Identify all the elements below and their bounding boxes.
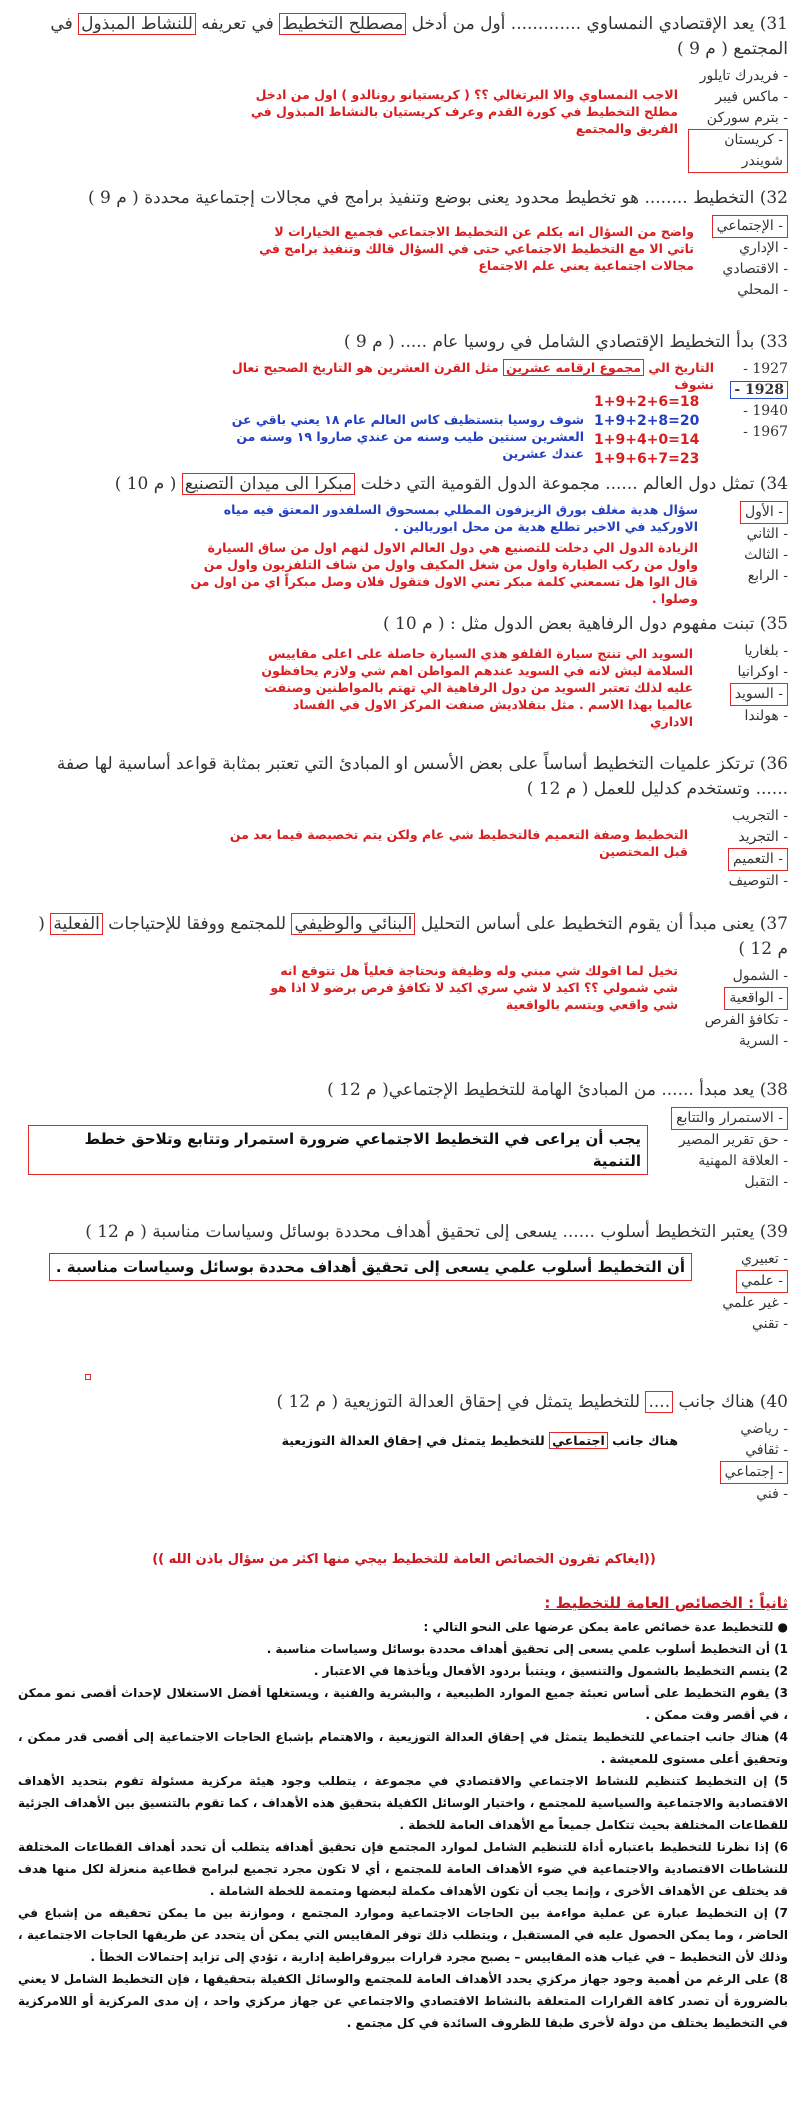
question-35-text: 35) تبنت مفهوم دول الرفاهية بعض الدول مثل : ( م 10 ) xyxy=(382,614,788,634)
question-37-text: 37) يعنى مبدأ أن يقوم التخطيط على أساس التحليل البنائي والوظيفي للمجتمع ووفقا للإحتياجات الفعلية ( م 12 ) xyxy=(38,914,788,959)
question-34-text: 34) تمثل دول العالم ...... مجموعة الدول القومية التي دخلت مبكرا الى ميدان التصنيع ( م 10 ) xyxy=(114,474,788,494)
section-intro: ● للتخطيط عدة خصائص عامة يمكن عرضها على النحو التالي : xyxy=(423,1620,788,1634)
explanation-note-blue: شوف روسيا بتستظيف كاس العالم عام ١٨ يعني باقي عن العشرين سنتين طيب وسنه من عندي صاروا ١٩ وسنه من عندك عشرين xyxy=(231,412,584,461)
option: - بلغاريا xyxy=(744,643,788,659)
option: - السرية xyxy=(739,1033,788,1049)
option: - الثاني xyxy=(746,526,788,542)
question-33 xyxy=(28,330,788,469)
explanation-note: السويد الي تنتج سيارة الفلفو هذي السيارة حاصلة على اعلى مقاييس السلامة ليش لانه في السويد عندهم المواطن اهم شي ولازم يحافظون عليه لذلك تعتبر السويد من دول الرفاهية الي تهتم بالمواطنين وصنفت عالميا بهذا الاسم . مثل بنقلاديش صنفت المركز الاول في الفساد الاداري xyxy=(261,646,693,729)
correct-option: - السويد xyxy=(730,683,788,706)
option: 1967 - xyxy=(743,424,788,440)
option: - ثقافي xyxy=(745,1442,788,1458)
explanation-note: واضح من السؤال انه يكلم عن التخطيط الاجتماعي فجميع الخيارات لا تاتي الا مع التخطيط الاجتماعي حتى في السؤال قالك وتنفيذ برامج في مجالات اجتماعية يعني علم الاجتماع xyxy=(259,224,694,273)
option: - تقني xyxy=(751,1316,788,1332)
list-item: 7) إن التخطيط عبارة عن عملية مواءمة بين الحاجات الاجتماعية وموارد المجتمع ، وموازنة بين ما يمكن تحقيقه من إشباع في الحاضر ، وما يمكن الحصول عليه في المستقبل ، ويتطلب ذلك توفر المقاييس التي يمكن أن يتحدد عن طريقها الحاجات الاجتماعية ، وذلك لأن التخطيط – في غياب هذه المقاييس – يصبح مجرد قرارات بيروقراطية إدارية ، تؤدي إلى تزايد إحتمالات الخطأ . xyxy=(18,1906,788,1964)
question-38-text: 38) يعد مبدأ ...... من المبادئ الهامة للتخطيط الإجتماعي( م 12 ) xyxy=(327,1080,788,1100)
option: - ماكس فيبر xyxy=(715,89,788,105)
option: - رياضي xyxy=(740,1421,788,1437)
option: - التجريد xyxy=(738,829,788,845)
correct-option: - علمي xyxy=(736,1270,788,1293)
option: 1927 - xyxy=(743,361,788,377)
explanation-note: الزيادة الدول الي دخلت للتصنيع هي دول العالم الاول لنهم اول من ساق السيارة واول من ركب الطيارة واول من شغل المكيف واول من شاف التلفزيون واول من قال الوا هل تسمعني كلمة مبكر تعني الاول فتقول فلان وصل مبكراً اي من اول من وصلوا . xyxy=(190,540,698,606)
calc-line: 1+9+6+7=23 xyxy=(594,451,700,467)
option: - غير علمي xyxy=(722,1295,788,1311)
explanation-note: الاجب النمساوي والا البرتغالي ؟؟ ( كريستيانو رونالدو ) اول من ادخل مطلح التخطيط في كورة القدم وعرف كريستيان بالنشاط المبذول في الفريق والمجتمع xyxy=(250,87,678,136)
option: - اوكرانيا xyxy=(737,664,788,680)
option: - فريدرك تايلور xyxy=(699,68,788,84)
list-item: 8) على الرغم من أهمية وجود جهاز مركزي يحدد الأهداف العامة للمجتمع والوسائل الكفيلة بتحقيقها ، فإن التخطيط الشامل لا يعني بالضرورة أن تصدر كافة القرارات المتعلقة بالنشاط الاقتصادي والاجتماعي عن جهاز مركزي واحد ، إن مدى المركزية أو اللامركزية في التخطيط يختلف من دولة لأخرى طبقا للظروف السائدة في كل مجتمع . xyxy=(18,1972,788,2030)
option: - المحلي xyxy=(737,282,788,298)
option: - تكافؤ الفرص xyxy=(704,1012,788,1028)
question-39-text: 39) يعتبر التخطيط أسلوب ...... يسعى إلى تحقيق أهداف محددة بوسائل وسياسات مناسبة ( م 12 ) xyxy=(85,1222,788,1242)
question-31 xyxy=(28,12,788,173)
question-33-text: 33) بدأ التخطيط الإقتصادي الشامل في روسيا عام ..... ( م 9 ) xyxy=(343,332,788,352)
question-37 xyxy=(28,912,788,1052)
option: - تعبيري xyxy=(741,1251,788,1267)
option: - فني xyxy=(756,1486,788,1502)
calc-line: 1+9+2+6=18 xyxy=(594,394,700,410)
correct-option: - الإجتماعي xyxy=(712,215,788,238)
option: - الشمول xyxy=(732,968,788,984)
highlight-term: مصطلح التخطيط xyxy=(279,13,406,35)
highlight-term: للنشاط المبذول xyxy=(78,13,196,35)
correct-option: - كريستان شويندر xyxy=(688,129,788,173)
explanation-note-blue: سؤال هدية مغلف بورق الزيزفون المطلي بمسحوق السلفدور المعتق فيه مياه الاوركيد في الاخير تطلع هدية من محل ابوريالين . xyxy=(223,502,698,534)
question-40-text: 40) هناك جانب .... للتخطيط يتمثل في إحقاق العدالة التوزيعية ( م 12 ) xyxy=(276,1392,788,1412)
list-item: 1) أن التخطيط أسلوب علمي يسعى إلى تحقيق أهداف محددة بوسائل وسياسات مناسبة . xyxy=(266,1642,788,1656)
list-item: 2) يتسم التخطيط بالشمول والتنسيق ، ويتنبأ بردود الأفعال ويأخذها في الاعتبار . xyxy=(313,1664,788,1678)
section-title: ثانياً : الخصائص العامة للتخطيط : xyxy=(544,1594,788,1612)
option: - هولندا xyxy=(744,708,788,724)
explanation-note: تخيل لما اقولك شي مبني وله وظيفة ونحتاجة فعلياً هل تتوقع انه شي شمولي ؟؟ اكيد لا شي سري اكيد لا تكافؤ فرص برضو لا اذا هو شي واقعي ويتسم بالواقعية xyxy=(270,963,678,1012)
correct-option: 1928 - xyxy=(730,381,788,399)
highlight-answer-note: يجب أن يراعى في التخطيط الاجتماعي ضرورة استمرار وتتابع وتلاحق خطط التنمية xyxy=(28,1125,648,1175)
option: 1940 - xyxy=(743,403,788,419)
question-36 xyxy=(28,752,788,892)
option: - التوصيف xyxy=(728,873,788,889)
list-item: 4) هناك جانب اجتماعي للتخطيط يتمثل في إحقاق العدالة التوزيعية ، والاهتمام بإشباع الحاجات الاجتماعية إلى أقصى قدر ممكن ، وتحقيق أعلى مستوى للمعيشة . xyxy=(18,1730,788,1766)
reminder-note: ((ايغاكم تقرون الخصائص العامة للتخطيط بيجي منها اكثر من سؤال باذن الله )) xyxy=(152,1552,656,1567)
question-39 xyxy=(28,1220,788,1335)
correct-option: - الواقعية xyxy=(724,987,788,1010)
list-item: 5) إن التخطيط كتنظيم للنشاط الاجتماعي والاقتصادي في مجموعة ، يتطلب وجود هيئة مركزية مسئولة تقوم بتحديد الأهداف الاقتصادية والاجتماعية والسياسية للمجتمع ، واختيار الوسائل الكفيلة بتحقيق هذه الأهداف ، كما تقوم بالتنسيق بين الأهداف الجزئية للقطاعات المختلفة بحيث تتكامل جميعاً مع الأهداف العامة للخطة . xyxy=(18,1774,788,1832)
question-38 xyxy=(28,1078,788,1193)
stray-mark xyxy=(85,1374,91,1380)
calc-line: 1+9+4+0=14 xyxy=(594,432,700,448)
option: - الثالث xyxy=(744,547,788,563)
question-32 xyxy=(28,186,788,301)
section-general-characteristics xyxy=(18,1594,788,2034)
option: - بترم سوركن xyxy=(706,110,788,126)
correct-option: - التعميم xyxy=(728,848,788,871)
question-36-text: 36) ترتكز علميات التخطيط أساساً على بعض الأسس او المبادئ التي تعتبر بمثابة قواعد أساسية لها صفة ...... وتستخدم كدليل للعمل ( م 12 ) xyxy=(56,754,788,799)
calc-line: 1+9+2+8=20 xyxy=(594,413,700,429)
explanation-note: التاريخ الي مجموع ارقامه عشرين مثل القرن العشرين هو التاريخ الصحيح تعال نشوف xyxy=(231,360,714,392)
option: - العلاقة المهنية xyxy=(698,1153,788,1169)
list-item: 6) إذا نظرنا للتخطيط باعتباره أداة للتنظيم الشامل لموارد المجتمع فإن تحقيق أهدافه يتطلب أن تحدد أهداف القطاعات المختلفة للنشاطات الاقتصادية والاجتماعية في ضوء الأهداف العامة للمجتمع ، أي لا تكون مجرد تجميع لبرامج قطاعية منعزلة لكل منها هدف قد يختلف عن الأهداف الأخرى ، وإنما يجب أن تكون الأهداف مكملة لبعضها ومتممة للخطة الشاملة . xyxy=(18,1840,788,1898)
correct-option: - الأول xyxy=(740,501,788,524)
highlight-answer-note: أن التخطيط أسلوب علمي يسعى إلى تحقيق أهداف محددة بوسائل وسياسات مناسبة . xyxy=(49,1253,692,1281)
question-34 xyxy=(28,472,788,607)
option: - الإداري xyxy=(739,240,788,256)
question-31-text: 31) يعد الإقتصادي النمساوي ............. أول من أدخل مصطلح التخطيط في تعريفه للنشاط المبذول في المجتمع ( م 9 ) xyxy=(50,14,788,59)
option: - التقبل xyxy=(744,1174,788,1190)
correct-option: - الاستمرار والتتابع xyxy=(671,1107,788,1130)
option: - حق تقرير المصير xyxy=(678,1132,788,1148)
question-32-text: 32) التخطيط ........ هو تخطيط محدود يعنى بوضع وتنفيذ برامج في مجالات إجتماعية محددة ( م 9 ) xyxy=(87,188,788,208)
option: - الاقتصادي xyxy=(722,261,788,277)
answer-sentence: هناك جانب اجتماعي للتخطيط يتمثل في إحقاق العدالة التوزيعية xyxy=(281,1433,678,1448)
question-40 xyxy=(28,1390,788,1505)
option: - التجريب xyxy=(732,808,788,824)
correct-option: - إجتماعي xyxy=(720,1461,788,1484)
option: - الرابع xyxy=(747,568,788,584)
explanation-note: التخطيط وصفة التعميم فالتخطيط شي عام ولكن يتم تخصيصة فيما بعد من قبل المختصين xyxy=(229,827,688,859)
question-35 xyxy=(28,612,788,730)
list-item: 3) يقوم التخطيط على أساس تعبئة جميع الموارد الطبيعية ، والبشرية والفنية ، ويستغلها أفضل الاستغلال لإحداث أقصى نمو ممكن ، في أقصر وقت ممكن . xyxy=(18,1686,788,1722)
